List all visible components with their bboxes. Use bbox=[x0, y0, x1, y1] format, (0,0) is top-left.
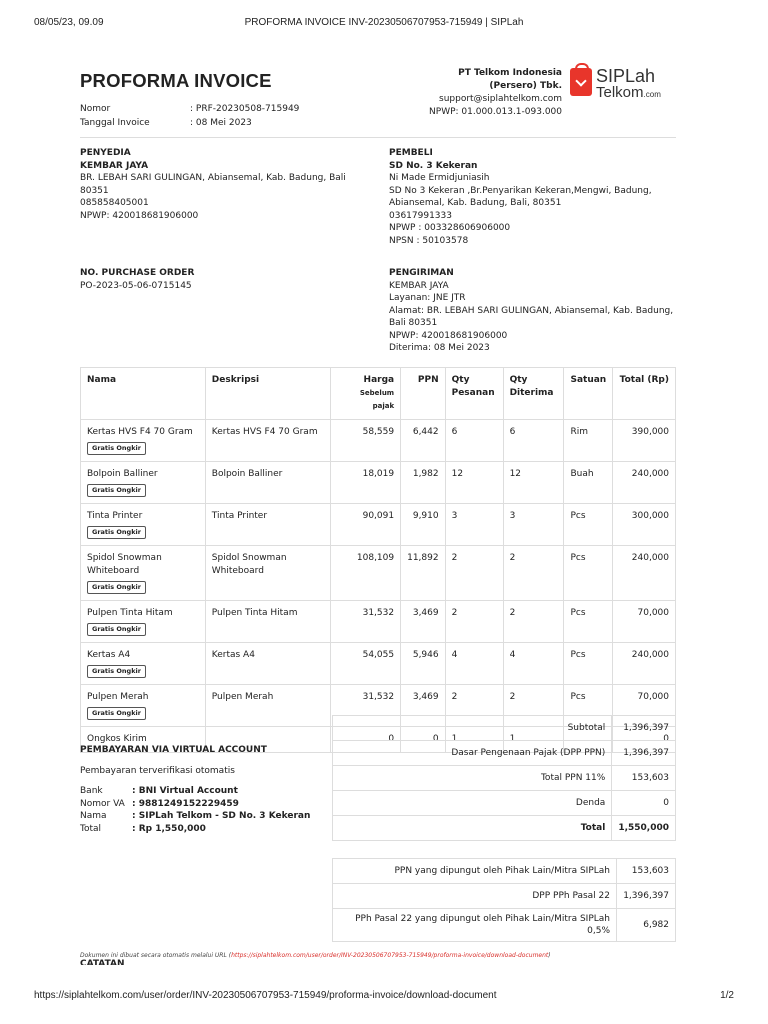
item-name-cell bbox=[81, 462, 206, 504]
pembeli-address-2: Abiansemal, Kab. Badung, Bali, 80351 bbox=[389, 198, 562, 208]
item-qty-diterima: 2 bbox=[503, 601, 564, 643]
tanggal-label: Tanggal Invoice bbox=[80, 118, 150, 128]
free-shipping-badge: Gratis Ongkir bbox=[87, 581, 146, 594]
note-text: Dokumen ini dibuat secara otomatis melalui URL ( bbox=[80, 952, 232, 959]
logo-text-2 bbox=[596, 84, 661, 101]
item-total: 240,000 bbox=[613, 643, 676, 685]
item-harga: 108,109 bbox=[330, 546, 401, 601]
item-qty-diterima: 4 bbox=[503, 643, 564, 685]
item-description: Pulpen Merah bbox=[205, 685, 330, 727]
summary-label: Subtotal bbox=[333, 716, 612, 741]
item-satuan: Pcs bbox=[564, 643, 613, 685]
item-description: Spidol Snowman Whiteboard bbox=[205, 546, 330, 601]
logo-text-2-main: Telkom bbox=[596, 84, 644, 101]
item-satuan: Buah bbox=[564, 462, 613, 504]
item-harga: 31,532 bbox=[330, 601, 401, 643]
item-qty-pesanan: 4 bbox=[445, 643, 503, 685]
item-qty-pesanan: 2 bbox=[445, 601, 503, 643]
page-title: PROFORMA INVOICE bbox=[80, 70, 272, 91]
item-name: Pulpen Tinta Hitam bbox=[87, 608, 173, 618]
item-description: Kertas A4 bbox=[205, 643, 330, 685]
print-title: PROFORMA INVOICE INV-20230506707953-715949 | SIPLah bbox=[244, 17, 524, 28]
summary-row bbox=[333, 766, 676, 791]
va-nama-value: : SIPLah Telkom - SD No. 3 Kekeran bbox=[132, 811, 311, 821]
item-total: 240,000 bbox=[613, 546, 676, 601]
logo-text-2-suffix: .com bbox=[643, 90, 661, 99]
shipping-ppn: 0 bbox=[401, 727, 446, 753]
free-shipping-badge: Gratis Ongkir bbox=[87, 665, 146, 678]
item-qty-pesanan: 3 bbox=[445, 504, 503, 546]
summary-label: Denda bbox=[333, 791, 612, 816]
pembeli-contact: Ni Made Ermidjuniasih bbox=[389, 173, 490, 183]
item-description: Tinta Printer bbox=[205, 504, 330, 546]
item-ppn: 3,469 bbox=[401, 685, 446, 727]
tax-summary-table bbox=[332, 858, 676, 942]
item-name: Kertas A4 bbox=[87, 650, 131, 660]
pembeli-address-1: SD No 3 Kekeran ,Br.Penyarikan Kekeran,Mengwi, Badung, bbox=[389, 185, 652, 196]
col-harga-sub: Sebelum pajak bbox=[359, 389, 395, 410]
va-number-label: Nomor VA bbox=[80, 798, 125, 809]
items-body bbox=[81, 420, 676, 753]
tax-summary-row bbox=[333, 909, 676, 942]
item-name-cell bbox=[81, 643, 206, 685]
item-satuan: Pcs bbox=[564, 601, 613, 643]
penyedia-heading: PENYEDIA bbox=[80, 148, 131, 158]
shopping-bag-icon bbox=[570, 68, 592, 96]
item-harga: 90,091 bbox=[330, 504, 401, 546]
col-qty-diterima: Qty Diterima bbox=[503, 368, 564, 420]
item-name: Pulpen Merah bbox=[87, 692, 149, 702]
item-qty-diterima: 2 bbox=[503, 546, 564, 601]
pembeli-name: SD No. 3 Kekeran bbox=[389, 160, 478, 171]
va-nama-label: Nama bbox=[80, 811, 107, 821]
company-name-1: PT Telkom Indonesia bbox=[458, 68, 562, 78]
auto-generated-note bbox=[80, 952, 551, 959]
item-description: Bolpoin Balliner bbox=[205, 462, 330, 504]
item-harga: 31,532 bbox=[330, 685, 401, 727]
free-shipping-badge: Gratis Ongkir bbox=[87, 484, 146, 497]
item-total: 70,000 bbox=[613, 601, 676, 643]
item-name-cell bbox=[81, 504, 206, 546]
pembeli-phone: 03617991333 bbox=[389, 210, 452, 221]
col-nama: Nama bbox=[81, 368, 206, 420]
virtual-account-section bbox=[80, 744, 330, 835]
item-harga: 18,019 bbox=[330, 462, 401, 504]
pembeli-heading: PEMBELI bbox=[389, 148, 433, 158]
free-shipping-badge: Gratis Ongkir bbox=[87, 442, 146, 455]
item-satuan: Pcs bbox=[564, 504, 613, 546]
item-total: 240,000 bbox=[613, 462, 676, 504]
item-satuan: Pcs bbox=[564, 685, 613, 727]
item-name: Kertas HVS F4 70 Gram bbox=[87, 427, 193, 437]
shipping-harga: 0 bbox=[330, 727, 401, 753]
col-harga-label: Harga bbox=[363, 375, 395, 385]
company-info bbox=[429, 67, 562, 119]
print-page-number: 1/2 bbox=[720, 990, 734, 1001]
pembeli-npwp: NPWP : 003328606906000 bbox=[389, 223, 511, 233]
pengiriman-section bbox=[389, 267, 676, 355]
note-close: ) bbox=[548, 952, 551, 959]
summary-body bbox=[333, 716, 676, 841]
summary-value: 1,550,000 bbox=[612, 816, 676, 841]
tax-value: 1,396,397 bbox=[617, 884, 676, 909]
col-total: Total (Rp) bbox=[613, 368, 676, 420]
logo-text-1: SIPLah bbox=[596, 66, 656, 86]
company-email: support@siplahtelkom.com bbox=[439, 94, 562, 104]
item-name: Tinta Printer bbox=[87, 511, 143, 521]
tax-value: 153,603 bbox=[617, 859, 676, 884]
invoice-meta bbox=[80, 102, 299, 130]
tax-summary-row bbox=[333, 859, 676, 884]
print-footer bbox=[34, 990, 734, 1004]
penyedia-phone: 085858405001 bbox=[80, 198, 149, 208]
item-ppn: 9,910 bbox=[401, 504, 446, 546]
nomor-value: : PRF-20230508-715949 bbox=[190, 104, 300, 114]
item-qty-diterima: 3 bbox=[503, 504, 564, 546]
item-name-cell bbox=[81, 685, 206, 727]
va-bank-label: Bank bbox=[80, 786, 103, 796]
item-qty-diterima: 2 bbox=[503, 685, 564, 727]
pengiriman-diterima: Diterima: 08 Mei 2023 bbox=[389, 343, 490, 353]
item-harga: 58,559 bbox=[330, 420, 401, 462]
col-qty-pesanan: Qty Pesanan bbox=[445, 368, 503, 420]
print-url: https://siplahtelkom.com/user/order/INV-20230506707953-715949/proforma-invoice/download-document bbox=[34, 990, 497, 1001]
items-table bbox=[80, 367, 676, 753]
item-satuan: Pcs bbox=[564, 546, 613, 601]
va-bank-value: : BNI Virtual Account bbox=[132, 786, 238, 796]
pembeli-npsn: NPSN : 50103578 bbox=[389, 235, 469, 246]
catatan-heading: CATATAN bbox=[80, 959, 125, 965]
tax-label: PPh Pasal 22 yang dipungut oleh Pihak Lain/Mitra SIPLah 0,5% bbox=[333, 909, 617, 942]
item-name: Bolpoin Balliner bbox=[87, 469, 158, 479]
item-ppn: 6,442 bbox=[401, 420, 446, 462]
penyedia-address-2: 80351 bbox=[80, 185, 109, 196]
penyedia-address-1: BR. LEBAH SARI GULINGAN, Abiansemal, Kab. Badung, Bali bbox=[80, 173, 346, 183]
summary-row bbox=[333, 716, 676, 741]
tax-label: PPN yang dipungut oleh Pihak Lain/Mitra SIPLah bbox=[333, 859, 617, 884]
shipping-name: Ongkos Kirim bbox=[81, 727, 206, 753]
item-ppn: 1,982 bbox=[401, 462, 446, 504]
item-qty-pesanan: 6 bbox=[445, 420, 503, 462]
summary-row bbox=[333, 816, 676, 841]
col-ppn: PPN bbox=[401, 368, 446, 420]
shipping-total: 0 bbox=[613, 727, 676, 753]
summary-table bbox=[332, 715, 676, 841]
penyedia-npwp: NPWP: 420018681906000 bbox=[80, 210, 199, 221]
print-datetime: 08/05/23, 09.09 bbox=[34, 17, 104, 28]
free-shipping-badge: Gratis Ongkir bbox=[87, 623, 146, 636]
note-link[interactable]: https://siplahtelkom.com/user/order/INV-20230506707953-715949/proforma-invoice/download-document bbox=[231, 952, 549, 959]
summary-label: Total PPN 11% bbox=[333, 766, 612, 791]
summary-value: 0 bbox=[612, 791, 676, 816]
tax-label: DPP PPh Pasal 22 bbox=[333, 884, 617, 909]
va-total-label: Total bbox=[80, 823, 102, 834]
item-total: 300,000 bbox=[613, 504, 676, 546]
item-ppn: 5,946 bbox=[401, 643, 446, 685]
free-shipping-badge: Gratis Ongkir bbox=[87, 526, 146, 539]
pengiriman-heading: PENGIRIMAN bbox=[389, 268, 454, 278]
po-heading: NO. PURCHASE ORDER bbox=[80, 268, 195, 278]
tax-summary-body bbox=[333, 859, 676, 942]
summary-label: Total bbox=[333, 816, 612, 841]
col-deskripsi: Deskripsi bbox=[205, 368, 330, 420]
item-name-cell bbox=[81, 601, 206, 643]
table-row bbox=[81, 462, 676, 504]
print-header bbox=[34, 17, 734, 31]
table-row bbox=[81, 601, 676, 643]
shipping-qty-pesanan: 1 bbox=[445, 727, 503, 753]
shipping-qty-diterima: 1 bbox=[503, 727, 564, 753]
tax-summary-row bbox=[333, 884, 676, 909]
pengiriman-alamat-2: Bali 80351 bbox=[389, 318, 438, 328]
table-row bbox=[81, 546, 676, 601]
col-satuan: Satuan bbox=[564, 368, 613, 420]
pengiriman-alamat-1: Alamat: BR. LEBAH SARI GULINGAN, Abiansemal, Kab. Badung, bbox=[389, 305, 674, 316]
summary-value: 153,603 bbox=[612, 766, 676, 791]
item-qty-diterima: 6 bbox=[503, 420, 564, 462]
summary-row bbox=[333, 741, 676, 766]
penyedia-section bbox=[80, 147, 370, 222]
summary-row bbox=[333, 791, 676, 816]
va-status: Pembayaran terverifikasi otomatis bbox=[80, 765, 235, 776]
item-satuan: Rim bbox=[564, 420, 613, 462]
summary-value: 1,396,397 bbox=[612, 716, 676, 741]
item-total: 70,000 bbox=[613, 685, 676, 727]
table-header-row bbox=[81, 368, 676, 420]
va-heading: PEMBAYARAN VIA VIRTUAL ACCOUNT bbox=[80, 745, 267, 755]
table-row bbox=[81, 504, 676, 546]
pembeli-section bbox=[389, 147, 676, 247]
item-total: 390,000 bbox=[613, 420, 676, 462]
nomor-label: Nomor bbox=[80, 104, 111, 114]
item-name-cell bbox=[81, 420, 206, 462]
summary-label: Dasar Pengenaan Pajak (DPP PPN) bbox=[333, 741, 612, 766]
item-name-cell bbox=[81, 546, 206, 601]
company-npwp: NPWP: 01.000.013.1-093.000 bbox=[429, 107, 562, 117]
tanggal-value: : 08 Mei 2023 bbox=[190, 118, 252, 128]
siplah-logo bbox=[568, 65, 676, 101]
free-shipping-badge: Gratis Ongkir bbox=[87, 707, 146, 720]
tax-value: 6,982 bbox=[617, 909, 676, 942]
table-row bbox=[81, 420, 676, 462]
va-total-value: : Rp 1,550,000 bbox=[132, 823, 206, 834]
col-harga bbox=[330, 368, 401, 420]
item-harga: 54,055 bbox=[330, 643, 401, 685]
penyedia-name: KEMBAR JAYA bbox=[80, 160, 149, 171]
table-row bbox=[81, 643, 676, 685]
item-description: Kertas HVS F4 70 Gram bbox=[205, 420, 330, 462]
item-qty-diterima: 12 bbox=[503, 462, 564, 504]
purchase-order-section bbox=[80, 267, 370, 292]
po-value: PO-2023-05-06-0715145 bbox=[80, 280, 192, 291]
item-ppn: 3,469 bbox=[401, 601, 446, 643]
va-number-value: : 9881249152229459 bbox=[132, 798, 239, 809]
item-qty-pesanan: 2 bbox=[445, 546, 503, 601]
item-name: Spidol Snowman Whiteboard bbox=[87, 553, 162, 576]
company-name-2: (Persero) Tbk. bbox=[489, 81, 562, 91]
item-description: Pulpen Tinta Hitam bbox=[205, 601, 330, 643]
summary-value: 1,396,397 bbox=[612, 741, 676, 766]
pengiriman-name: KEMBAR JAYA bbox=[389, 280, 449, 291]
item-ppn: 11,892 bbox=[401, 546, 446, 601]
pengiriman-npwp: NPWP: 420018681906000 bbox=[389, 330, 508, 341]
divider bbox=[80, 137, 676, 138]
item-qty-pesanan: 12 bbox=[445, 462, 503, 504]
item-qty-pesanan: 2 bbox=[445, 685, 503, 727]
pengiriman-layanan: Layanan: JNE JTR bbox=[389, 293, 466, 303]
